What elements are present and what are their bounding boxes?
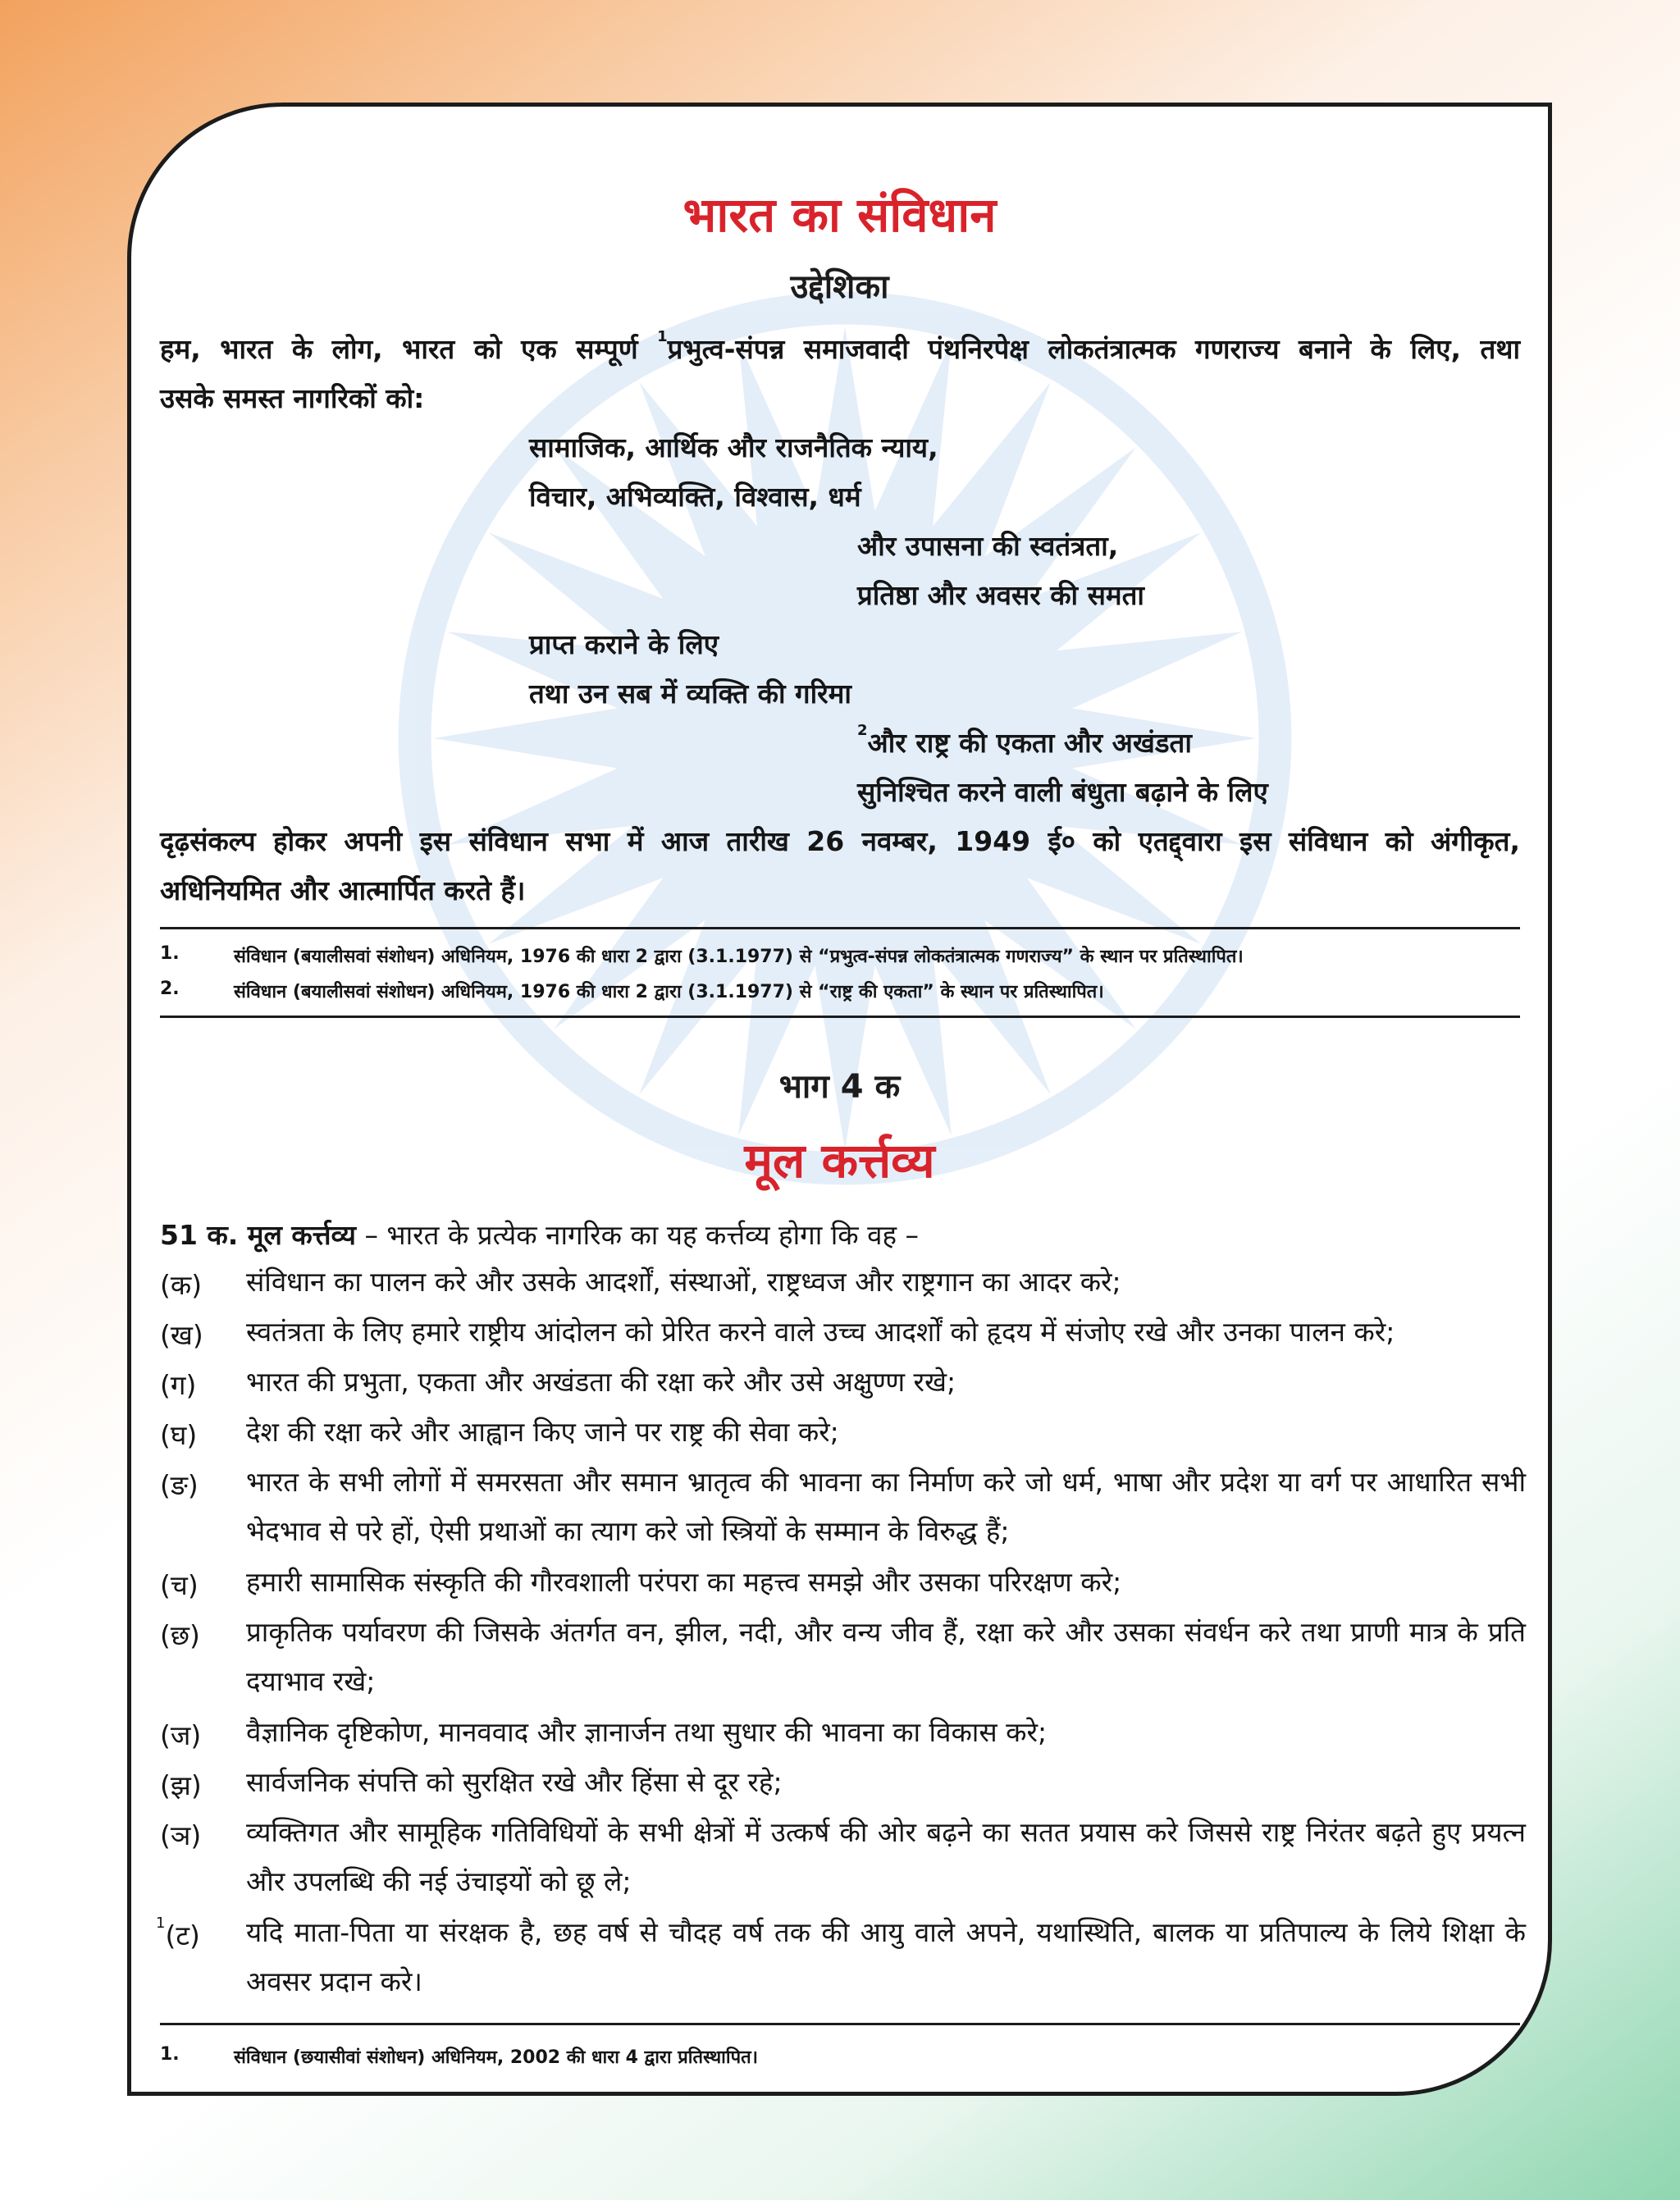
preamble-line: विचार, अभिव्यक्ति, विश्वास, धर्म (529, 481, 861, 513)
divider (160, 927, 1520, 929)
duty-text: स्वतंत्रता के लिए हमारे राष्ट्रीय आंदोलन को प्रेरित करने वाले उच्च आदर्शों को हृदय में संजोए रखे और उनका पालन करे; (246, 1316, 1395, 1348)
duty-text: संविधान का पालन करे और उसके आदर्शों, संस्थाओं, राष्ट्रध्वज और राष्ट्रगान का आदर करे; (246, 1266, 1121, 1298)
duty-text: और उपलब्धि की नई उंचाइयों को छू ले; (246, 1865, 632, 1897)
duty-text: दयाभाव रखे; (246, 1665, 376, 1697)
preamble-line: सामाजिक, आर्थिक और राजनैतिक न्याय, (529, 431, 938, 463)
article-heading: 51 क. मूल कर्त्तव्य – भारत के प्रत्येक नागरिक का यह कर्त्तव्य होगा कि वह – (160, 1219, 919, 1251)
duty-label: (ज) (160, 1719, 202, 1751)
preamble-line: $^2$और राष्ट्र की एकता और अखंडता (857, 722, 1192, 759)
footnote-number: 1. (160, 2044, 180, 2065)
duty-label: (छ) (160, 1619, 200, 1651)
preamble-line: प्रतिष्ठा और अवसर की समता (857, 579, 1144, 611)
duty-text: व्यक्तिगत और सामूहिक गतिविधियों के सभी क्षेत्रों में उत्कर्ष की ओर बढ़ने का सतत प्रयास करे जिससे राष्ट्र निरंतर बढ़ते हुए प्रयत्न (246, 1816, 1526, 1848)
part-title: मूल कर्त्तव्य (744, 1133, 935, 1189)
duty-text: भेदभाव से परे हों, ऐसी प्रथाओं का त्याग करे जो स्त्रियों के सम्मान के विरुद्ध हैं; (246, 1515, 1010, 1547)
duty-label: (ञ) (160, 1819, 202, 1851)
duty-label: (क) (160, 1269, 203, 1301)
preamble-heading: उद्देशिका (790, 268, 889, 306)
footnote-text: संविधान (छयासीवां संशोधन) अधिनियम, 2002 की धारा 4 द्वारा प्रतिस्थापित। (234, 2047, 758, 2068)
duty-text: भारत के सभी लोगों में समरसता और समान भ्रातृत्व की भावना का निर्माण करे जो धर्म, भाषा और प्रदेश या वर्ग पर आधारित सभी (246, 1466, 1526, 1498)
duty-label: (ख) (160, 1319, 203, 1351)
duty-label: (ङ) (160, 1469, 199, 1501)
duty-text: भारत की प्रभुता, एकता और अखंडता की रक्षा करे और उसे अक्षुण्ण रखे; (246, 1366, 956, 1398)
duty-text: सार्वजनिक संपत्ति को सुरक्षित रखे और हिंसा से दूर रहे; (246, 1766, 783, 1798)
preamble-line: प्राप्त कराने के लिए (529, 628, 719, 660)
preamble-closing-line2: अधिनियमित और आत्मार्पित करते हैं। (160, 874, 526, 906)
duty-label: (ग) (160, 1369, 197, 1401)
duty-label: (च) (160, 1569, 199, 1601)
divider (160, 1016, 1520, 1018)
preamble-line: तथा उन सब में व्यक्ति की गरिमा (529, 678, 851, 710)
duty-text: देश की रक्षा करे और आह्वान किए जाने पर राष्ट्र की सेवा करे; (246, 1416, 839, 1448)
duty-text: अवसर प्रदान करे। (246, 1965, 422, 1997)
preamble-line: और उपासना की स्वतंत्रता, (857, 530, 1119, 562)
preamble-intro-line2: उसके समस्त नागरिकों को: (160, 382, 425, 414)
page-title: भारत का संविधान (682, 187, 997, 243)
duty-text: यदि माता-पिता या संरक्षक है, छह वर्ष से चौदह वर्ष तक की आयु वाले अपने, यथास्थिति, बालक या प्रतिपाल्य के लिये शिक्षा के (246, 1916, 1526, 1948)
duty-label: (घ) (160, 1419, 198, 1451)
footnote-number: 2. (160, 979, 180, 999)
footnote-text: संविधान (बयालीसवां संशोधन) अधिनियम, 1976 की धारा 2 द्वारा (3.1.1977) से “राष्ट्र की एकता” के स्थान पर प्रतिस्थापित। (234, 982, 1104, 1002)
duty-label: (झ) (160, 1769, 202, 1801)
duty-text: वैज्ञानिक दृष्टिकोण, मानववाद और ज्ञानार्जन तथा सुधार की भावना का विकास करे; (246, 1716, 1048, 1748)
duty-label: $^1$(ट) (156, 1915, 200, 1951)
duty-text: हमारी सामासिक संस्कृति की गौरवशाली परंपरा का महत्त्व समझे और उसका परिरक्षण करे; (246, 1566, 1122, 1598)
duty-text: प्राकृतिक पर्यावरण की जिसके अंतर्गत वन, झील, नदी, और वन्य जीव हैं, रक्षा करे और उसका संवर्धन करे तथा प्राणी मात्र के प्रति (246, 1616, 1526, 1648)
preamble-closing-line1: दृढ़संकल्प होकर अपनी इस संविधान सभा में आज तारीख 26 नवम्बर, 1949 ई० को एतद्द्वारा इस संविधान को अंगीकृत, (160, 825, 1520, 857)
part-label: भाग 4 क (778, 1068, 901, 1106)
preamble-intro-line1: हम, भारत के लोग, भारत को एक सम्पूर्ण $^1$प्रभुत्व-संपन्न समाजवादी पंथनिरपेक्ष लोकतंत्रात्मक गणराज्य बनाने के लिए, तथा (160, 328, 1520, 365)
footnote-text: संविधान (बयालीसवां संशोधन) अधिनियम, 1976 की धारा 2 द्वारा (3.1.1977) से “प्रभुत्व-संपन्न लोकतंत्रात्मक गणराज्य” के स्थान पर प्रतिस्थापित। (234, 947, 1244, 967)
footnote-number: 1. (160, 943, 180, 964)
page-frame (127, 103, 1552, 2096)
preamble-line: सुनिश्चित करने वाली बंधुता बढ़ाने के लिए (857, 776, 1268, 808)
divider (160, 2023, 1520, 2025)
